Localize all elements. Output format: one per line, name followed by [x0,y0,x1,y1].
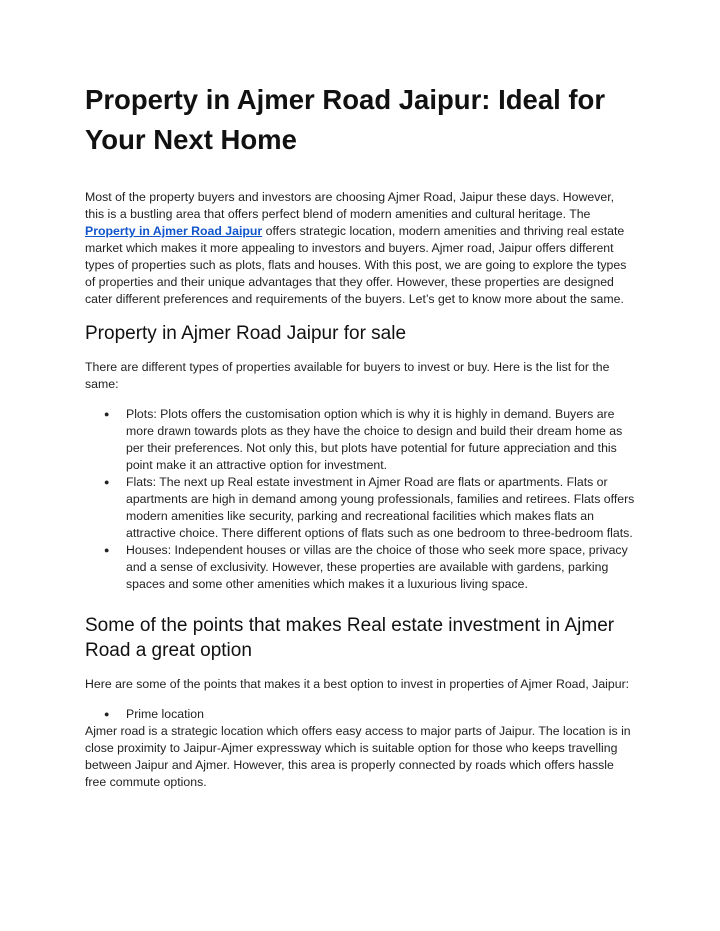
intro-text-before-link: Most of the property buyers and investors are choosing Ajmer Road, Jaipur these days. However, this is a bustling area that offers perfect blend of modern amenities and cultural heritage. The [85,190,615,221]
list-item-text: Houses: Independent houses or villas are the choice of those who seek more space, privacy and a sense of exclusivity. However, these properties are available with gardens, parking spaces and some other amenities which makes it a luxurious living space. [126,543,628,591]
section-heading-investment-points: Some of the points that makes Real estate investment in Ajmer Road a great option [85,615,615,661]
property-link[interactable]: Property in Ajmer Road Jaipur [85,224,263,238]
page-title: Property in Ajmer Road Jaipur: Ideal for Your Next Home [85,84,606,155]
list-item-text: Flats: The next up Real estate investment in Ajmer Road are flats or apartments. Flats or apartments are high in demand among young professionals, families and retirees. Flats offers modern amenities like security, parking and recreational facilities which makes flats an attractive choice. There different options of flats such as one bedroom to three-bedroom flats. [126,475,635,540]
bullet-icon: ● [104,409,110,419]
bullet-icon: ● [104,709,110,719]
investment-points-list [85,706,635,723]
list-item-plots [85,406,635,474]
document-page [85,80,635,791]
list-item-prime-location [85,706,635,723]
intro-paragraph [85,189,635,308]
section1-paragraph: There are different types of properties available for buyers to invest or buy. Here is the list for the same: [85,360,610,391]
list-item-text: Prime location [126,707,204,721]
prime-location-paragraph: Ajmer road is a strategic location which offers easy access to major parts of Jaipur. The location is in close proximity to Jaipur-Ajmer expressway which is suitable option for those who keeps travelling between Jaipur and Ajmer. However, this area is properly connected by roads which offers hassle free commute options. [85,724,631,789]
list-item-text: Plots: Plots offers the customisation option which is why it is highly in demand. Buyers are more drawn towards plots as they have the choice to design and build their dream home as per their preferences. Not only this, but plots have potential for future appreciation and this point make it an attractive option for investment. [126,407,623,472]
section2-paragraph: Here are some of the points that makes it a best option to invest in properties of Ajmer Road, Jaipur: [85,677,630,691]
property-types-list [85,406,635,593]
bullet-icon: ● [104,477,110,487]
section-heading-for-sale: Property in Ajmer Road Jaipur for sale [85,323,407,344]
bullet-icon: ● [104,545,110,555]
list-item-houses [85,542,635,593]
intro-text-after-link: offers strategic location, modern amenities and thriving real estate market which makes it more appealing to investors and buyers. Ajmer road, Jaipur offers different types of properties such as plots, flats and houses. With this post, we are going to explore the types of properties and their unique advantages that they offer. However, these properties are designed cater different preferences and requirements of the buyers. Let’s get to know more about the same. [85,224,627,306]
list-item-flats [85,474,635,542]
